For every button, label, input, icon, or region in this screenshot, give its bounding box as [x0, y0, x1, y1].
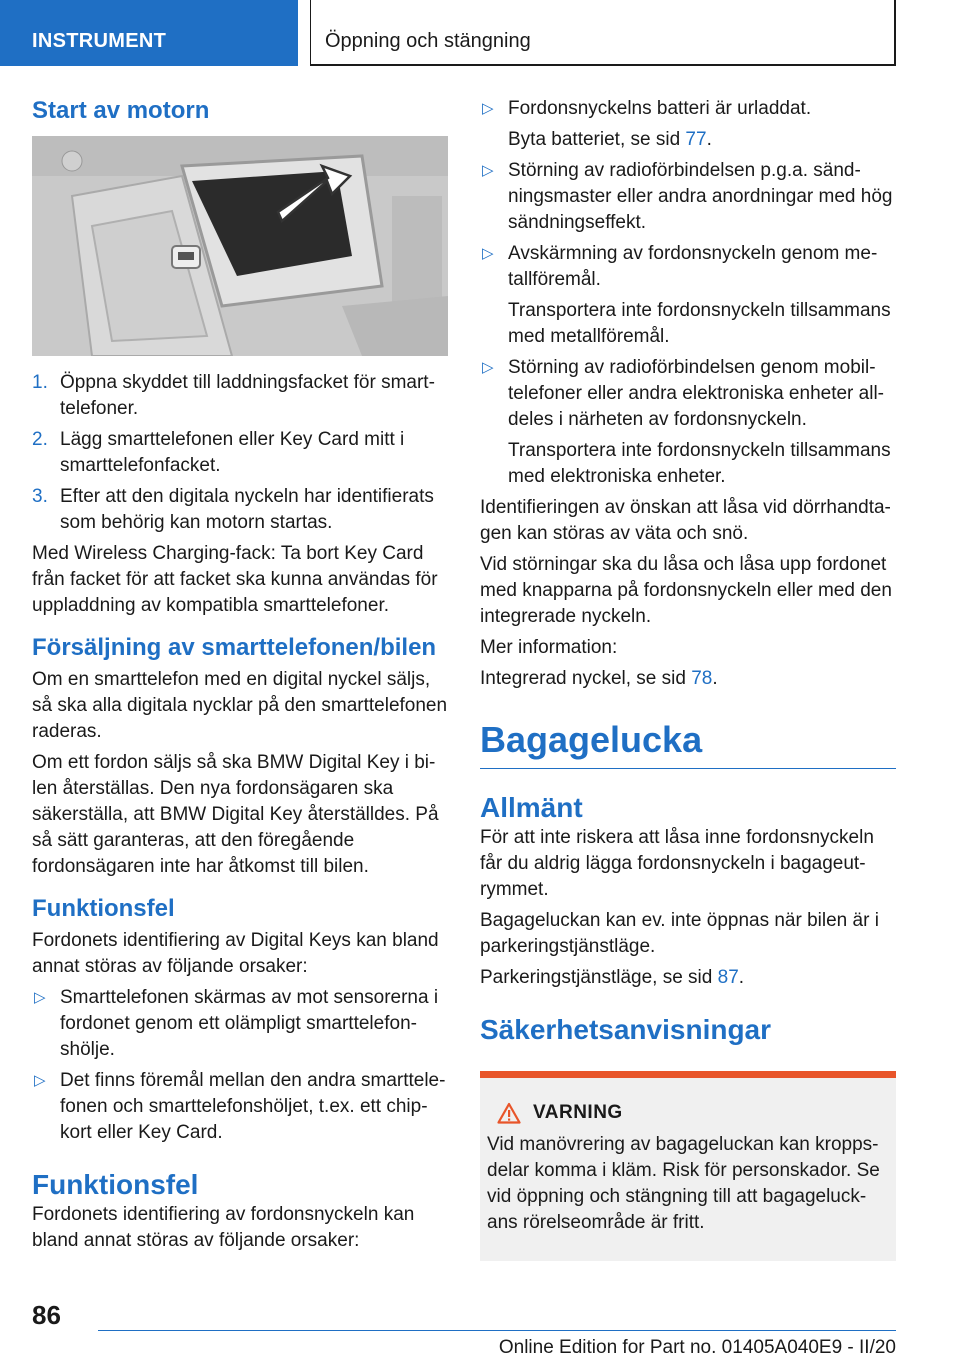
charging-tray-illustration — [32, 136, 448, 356]
list-item-text: Smarttelefonen skärmas av mot sensorerna i fordonet genom ett olämpligt smarttelefonshölje. — [60, 987, 439, 1060]
wireless-charging-text: Med Wireless Charging-fack: Ta bort Key Card från facket för att facket ska kunna användas för uppladdning av kompatibla smarttelefoner. — [32, 543, 438, 616]
step-text: Efter att den digitala nyckeln har identifierats som behörig kan motorn startas. — [60, 486, 434, 533]
reference-text: Byta batteriet, se sid — [508, 129, 686, 150]
page-link-78[interactable]: 78 — [691, 668, 713, 689]
reference-punct: . — [738, 967, 745, 988]
list-item-text: Fordonsnyckelns batteri är urladdat. — [508, 98, 812, 119]
step-number: 1. — [32, 372, 48, 393]
list-item-text: Störning av radioförbindelsen genom mobiltelefoner eller andra elektroniska enheter alldeles i närheten av fordonsnyckeln. — [508, 357, 884, 430]
list-item — [480, 241, 896, 350]
step-text: Öppna skyddet till laddningsfacket för smarttelefoner. — [60, 372, 435, 419]
warning-header — [487, 1100, 888, 1126]
more-info-label: Mer information: — [480, 637, 618, 658]
step-item — [32, 370, 448, 422]
list-item-subtext: Transportera inte fordonsnyckeln tillsammans med elektroniska enheter. — [508, 440, 891, 487]
list-item-subtext: Transportera inte fordonsnyckeln tillsammans med metallföremål. — [508, 300, 891, 347]
step-number: 3. — [32, 486, 48, 507]
general-paragraph-2: Bagageluckan kan ev. inte öppnas när bilen är i parkeringstjänstläge. — [480, 910, 879, 957]
page-header — [0, 0, 960, 66]
list-item-text: Avskärmning av fordonsnyckeln genom metallföremål. — [508, 243, 878, 290]
chapter-title: Öppning och stängning — [310, 0, 896, 66]
page-link-87[interactable]: 87 — [717, 967, 739, 988]
step-text: Lägg smarttelefonen eller Key Card mitt i smarttelefonfacket. — [60, 429, 405, 476]
triangle-right-icon: ▷ — [34, 989, 46, 1006]
heading-fault-vehicle-key: Funktionsfel — [32, 1169, 199, 1200]
sale-paragraph-2: Om ett fordon säljs så ska BMW Digital Key i bilen återställas. Den nya fordonsägaren ska säkerställa, att BMW Digital Key återställdes. På så sätt garanteras, att den föregående fordonsägaren inte har åtkomst till bilen. — [32, 752, 439, 877]
parking-service-reference — [480, 965, 896, 991]
warning-box — [480, 1071, 896, 1261]
right-column — [480, 96, 896, 1261]
reference-punct: . — [712, 668, 718, 689]
warning-triangle-icon — [497, 1102, 521, 1124]
reference-punct: . — [706, 129, 712, 150]
heading-safety: Säkerhetsanvisningar — [480, 1014, 772, 1045]
heading-sale: Försäljning av smarttelefonen/bilen — [32, 634, 437, 661]
left-column — [32, 96, 448, 1259]
start-steps-list — [32, 370, 448, 536]
fault-vehicle-key-intro: Fordonets identifiering av fordonsnyckeln kan bland annat störas av följande orsaker: — [32, 1204, 415, 1251]
heading-start-engine: Start av motorn — [32, 97, 210, 124]
list-item — [480, 355, 896, 490]
footer-edition: Online Edition for Part no. 01405A040E9 - II/20 — [98, 1330, 896, 1359]
warning-title: VARNING — [533, 1102, 623, 1123]
page-number: 86 — [32, 1300, 61, 1330]
list-item — [480, 158, 896, 236]
list-item-text: Störning av radioförbindelsen p.g.a. sändningsmaster eller andra anordningar med hög sändningseffekt. — [508, 160, 893, 233]
step-item — [32, 427, 448, 479]
step-number: 2. — [32, 429, 48, 450]
list-item — [480, 96, 896, 153]
list-item — [32, 985, 448, 1063]
heading-fault-digital-key: Funktionsfel — [32, 895, 175, 922]
reference-text: Parkeringstjänstläge, se sid — [480, 967, 718, 988]
triangle-right-icon: ▷ — [482, 359, 494, 376]
charging-tray-photo — [32, 136, 448, 356]
lock-detection-text: Identifieringen av önskan att låsa vid dörrhandtagen kan störas av väta och snö. — [480, 497, 891, 544]
triangle-right-icon: ▷ — [34, 1072, 46, 1089]
triangle-right-icon: ▷ — [482, 162, 494, 179]
general-paragraph-1: För att inte riskera att låsa inne fordonsnyckeln får du aldrig lägga fordonsnyckeln i bagageutrymmet. — [480, 827, 874, 900]
integrated-key-reference — [480, 666, 896, 692]
warning-text: Vid manövrering av bagageluckan kan kroppsdelar komma i kläm. Risk för personskador. Se vid öppning och stängning till att bagageluckans rörelseområde är fritt. — [487, 1134, 880, 1233]
list-item — [32, 1068, 448, 1146]
step-item — [32, 484, 448, 536]
heading-trunk: Bagagelucka — [480, 718, 896, 769]
triangle-right-icon: ▷ — [482, 100, 494, 117]
heading-general: Allmänt — [480, 792, 583, 823]
battery-reference — [508, 127, 896, 153]
list-item-text: Det finns föremål mellan den andra smarttelefonen och smarttelefonshöljet, t.ex. ett chipkort eller Key Card. — [60, 1070, 446, 1143]
fault-vehicle-key-list — [480, 96, 896, 490]
interference-text: Vid störningar ska du låsa och låsa upp fordonet med knapparna på fordonsnyckeln eller med den integrerade nyckeln. — [480, 554, 892, 627]
reference-text: Integrerad nyckel, se sid — [480, 668, 692, 689]
section-tab: INSTRUMENT — [0, 0, 298, 66]
fault-digital-key-intro: Fordonets identifiering av Digital Keys kan bland annat störas av följande orsaker: — [32, 930, 439, 977]
page-link-77[interactable]: 77 — [685, 129, 707, 150]
sale-paragraph-1: Om en smarttelefon med en digital nyckel säljs, så ska alla digitala nycklar på den smarttelefonen raderas. — [32, 669, 448, 742]
fault-digital-key-list — [32, 985, 448, 1146]
triangle-right-icon: ▷ — [482, 245, 494, 262]
